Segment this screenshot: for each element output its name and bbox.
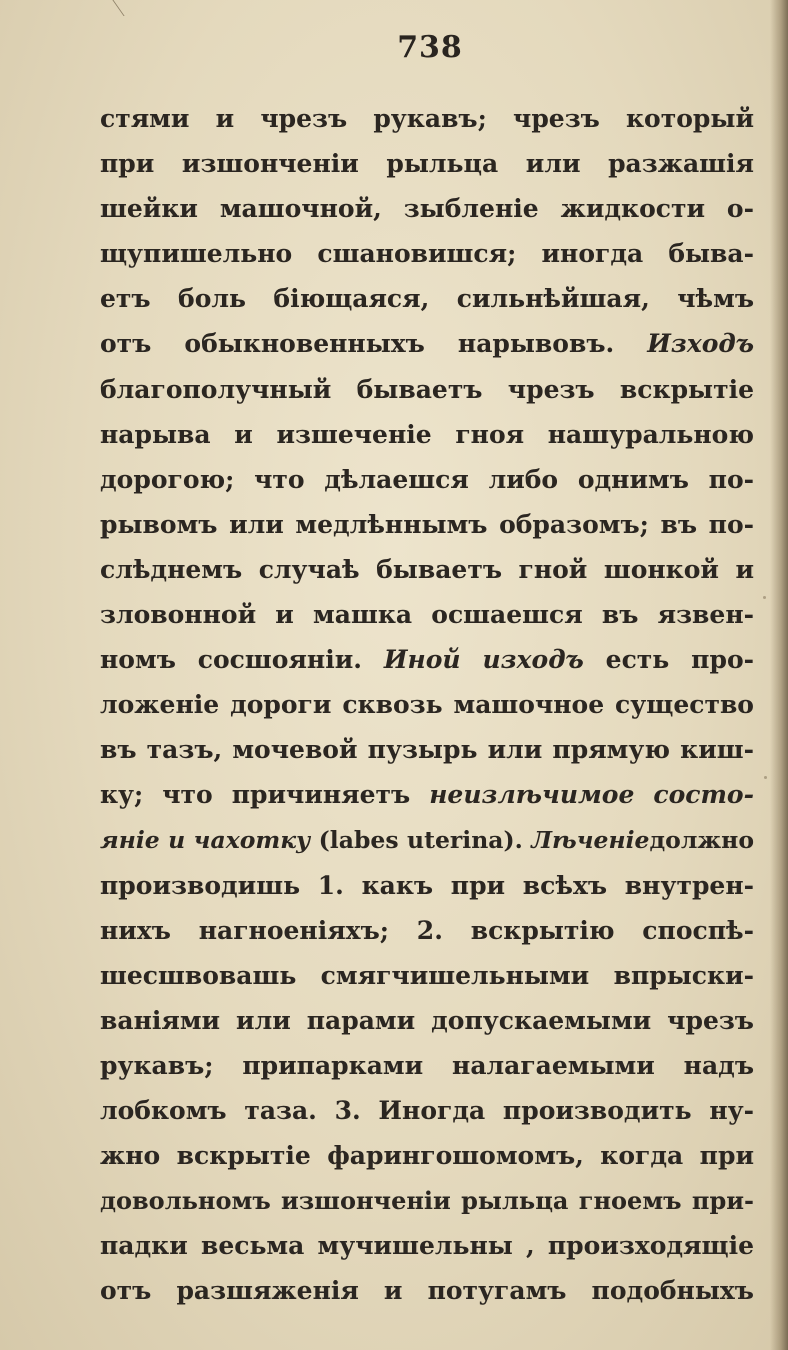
italic-text-segment: Изходъ [647, 329, 754, 359]
text-line [100, 1133, 754, 1178]
text-line [100, 772, 754, 817]
text-segment: зловонной и машка осшаешся въ язвен- [100, 600, 754, 630]
text-segment: отъ разшяженiя и потугамъ подобныхъ [100, 1276, 754, 1306]
text-line [100, 276, 754, 321]
text-segment: отъ обыкновенныхъ нарывовъ. [100, 329, 648, 359]
text-line [100, 1088, 754, 1133]
text-segment: довольномъ изшонченiи рыльца гноемъ при- [100, 1186, 754, 1216]
paper-fold-mark [112, 0, 142, 16]
text-segment: должно [649, 825, 754, 854]
text-line [100, 141, 754, 186]
text-line [100, 96, 754, 141]
text-segment: ѣ- [726, 915, 754, 945]
ink-speck [763, 596, 766, 599]
text-line [100, 412, 754, 457]
text-line [100, 1223, 754, 1268]
text-segment: жно вскрытiе фарингошомомъ, когда при [100, 1141, 754, 1171]
italic-text-segment: янiе и чахотку [100, 825, 311, 854]
text-segment: лобкомъ таза. 3. Иногда производить ну- [100, 1096, 754, 1126]
text-segment: (labes uterina). [310, 825, 532, 854]
text-segment: номъ сосшоянiи. [100, 645, 384, 675]
text-line [100, 367, 754, 412]
text-segment: благополучный бываетъ чрезъ вскрытiе [100, 374, 754, 404]
text-line [100, 502, 754, 547]
text-line [100, 727, 754, 772]
text-line [100, 953, 754, 998]
text-line [100, 547, 754, 592]
text-segment: нихъ нагноенiяхъ; 2. вскрытiю спосп [100, 915, 727, 945]
text-segment: рукавъ; припарками налагаемыми надъ [100, 1050, 754, 1080]
text-segment: рывомъ или медлѣннымъ образомъ; въ по- [100, 509, 754, 539]
text-line [100, 863, 754, 908]
text-segment: есть про- [583, 645, 755, 675]
text-segment: щупишельно сшановишся; иногда быва- [100, 239, 754, 269]
text-segment: ку; что причиняетъ [100, 780, 430, 810]
text-line [100, 998, 754, 1043]
text-line [100, 637, 754, 682]
text-line [100, 908, 754, 953]
text-segment: падки весьма мучишельны , произходящiе [100, 1231, 754, 1261]
page-text-block [100, 96, 754, 1314]
text-line [100, 186, 754, 231]
text-line [100, 231, 754, 276]
text-segment: ложенiе дороги сквозь машочное существо [100, 690, 754, 720]
text-segment: производишь 1. какъ при всѣхъ внутрен- [100, 870, 754, 900]
italic-text-segment: Иной изходъ [383, 645, 584, 675]
page-edge-shadow [770, 0, 788, 1350]
text-segment: ванiями или парами допускаемыми чрезъ [100, 1005, 754, 1035]
page-number: 738 [397, 30, 463, 65]
italic-text-segment: Лѣченiе [531, 825, 650, 854]
text-line [100, 682, 754, 727]
text-segment: слѣднемъ случаѣ бываетъ гной шонкой и [100, 554, 754, 584]
text-line [100, 1178, 754, 1223]
text-line [100, 1043, 754, 1088]
ink-speck [764, 776, 767, 779]
text-segment: етъ боль бiющаяся, сильнѣйшая, чѣмъ [100, 284, 754, 314]
text-line [100, 592, 754, 637]
text-segment: въ тазъ, мочевой пузырь или прямую киш- [100, 735, 754, 765]
text-line [100, 457, 754, 502]
italic-text-segment: неизлѣчимое состо- [429, 780, 754, 810]
text-segment: при изшонченiи рыльца или разжашiя [100, 149, 754, 179]
text-line [100, 818, 754, 863]
text-line [100, 1268, 754, 1313]
text-segment: шесшвовашь смягчишельными впрыски- [100, 960, 754, 990]
text-line [100, 321, 754, 366]
text-segment: стями и чрезъ рукавъ; чрезъ который [100, 104, 754, 133]
text-segment: нарыва и изшеченiе гноя нашуральною [100, 419, 754, 449]
text-segment: шейки машочной, зыбленiе жидкости о- [100, 194, 754, 224]
text-segment: дорогою; что дѣлаешся либо однимъ по- [100, 464, 754, 494]
